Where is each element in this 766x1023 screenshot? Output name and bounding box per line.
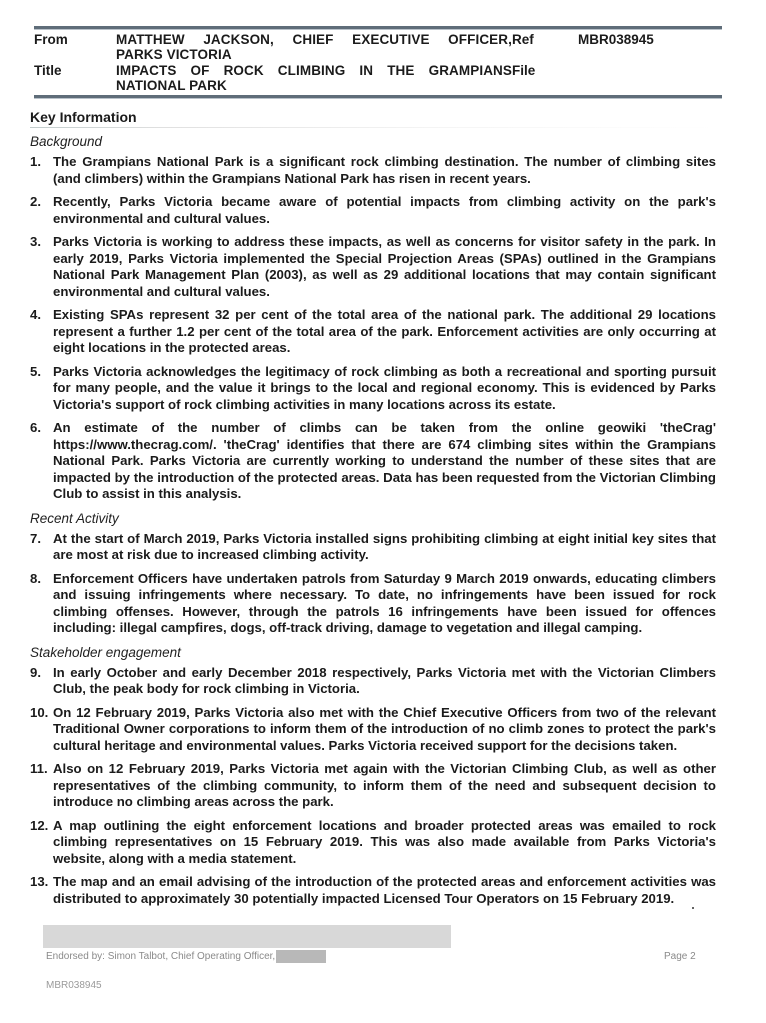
numbered-list [30, 531, 716, 637]
list-item [30, 420, 716, 503]
item-text: At the start of March 2019, Parks Victoria installed signs prohibiting climbing at eight initial key sites that are most at risk due to increased climbing activity. [53, 530, 716, 562]
list-item [30, 874, 716, 907]
from-value-line1: MATTHEW JACKSON, CHIEF EXECUTIVE OFFICER, [116, 32, 512, 47]
from-value [116, 32, 512, 62]
numbered-list [30, 154, 716, 503]
sections-container [30, 133, 716, 907]
ref-value: MBR038945 [578, 32, 654, 47]
from-value-line2: PARKS VICTORIA [116, 47, 232, 62]
title-value-line2: NATIONAL PARK [116, 78, 227, 93]
list-item [30, 531, 716, 564]
item-number: 13. [30, 874, 49, 889]
list-item [30, 761, 716, 811]
item-number: 5. [30, 363, 41, 379]
list-item [30, 818, 716, 868]
item-text: A map outlining the eight enforcement locations and broader protected areas was emailed to rock climbing representatives on 15 February 2019. This was also made available from Parks Victoria's website, along with a media statement. [53, 817, 716, 866]
numbered-list [30, 665, 716, 908]
item-number: 8. [30, 570, 41, 586]
section-heading: Stakeholder engagement [30, 644, 181, 660]
list-item [30, 194, 716, 227]
item-text: The Grampians National Park is a significant rock climbing destination. The number of climbing sites (and climbers) within the Grampians National Park has risen in recent years. [53, 154, 716, 186]
redaction-box [276, 950, 326, 963]
item-number: 12. [30, 817, 49, 833]
endorsement-text: Endorsed by: Simon Talbot, Chief Operating Officer, [46, 951, 276, 963]
title-value-line1: IMPACTS OF ROCK CLIMBING IN THE GRAMPIANS [116, 63, 512, 78]
list-item [30, 665, 716, 698]
list-item [30, 571, 716, 637]
footer-reference: MBR038945 [46, 980, 102, 991]
scan-artifact [692, 907, 694, 909]
list-item [30, 307, 716, 357]
file-label: File [512, 63, 536, 78]
title-label: Title [34, 63, 62, 78]
memo-header [34, 26, 722, 99]
header-title-row [34, 63, 722, 93]
file-value [578, 63, 722, 93]
item-number: 11. [30, 761, 48, 776]
key-information-heading: Key Information [30, 109, 137, 125]
item-text: Recently, Parks Victoria became aware of potential impacts from climbing activity on the park's environmental and cultural values. [53, 194, 716, 226]
item-text: On 12 February 2019, Parks Victoria also met with the Chief Executive Officers from two of the relevant Traditional Owner corporations to inform them of the introduction of no climb zones to protect the park's cultural heritage and environmental values. Parks Victoria received support for the decisions taken. [53, 704, 716, 753]
item-text: Also on 12 February 2019, Parks Victoria met again with the Victorian Climbing Club, as well as other representatives of the climbing community, to inform them of the need and subsequent decision to introduce no climbing areas across the park. [53, 761, 716, 809]
item-number: 10. [30, 704, 49, 720]
item-number: 4. [30, 307, 41, 322]
item-number: 6. [30, 420, 41, 435]
list-item [30, 234, 716, 300]
item-text: Enforcement Officers have undertaken patrols from Saturday 9 March 2019 onwards, educating climbers and issuing infringements where necessary. To date, no infringements have been issued for rock climbing offenses. However, through the patrols 16 infringements have been issued for offences including: illegal campfires, dogs, off-track driving, damage to vegetation and illegal camping. [53, 570, 716, 635]
list-item [30, 705, 716, 755]
list-item [30, 364, 716, 414]
header-from-row [34, 32, 722, 62]
section-heading: Background [30, 134, 103, 149]
item-text: Existing SPAs represent 32 per cent of the total area of the national park. The additional 29 locations represent a further 1.2 per cent of the total area of the park. Enforcement activities are only occurring at eight locations in the protected areas. [53, 307, 716, 355]
heading-rule [30, 127, 716, 128]
item-text: An estimate of the number of climbs can be taken from the online geowiki 'theCrag' https://www.thecrag.com/. 'theCrag' identifies that there are 674 climbing sites within the Grampians National Park. Parks Victoria are currently working to understand the number of these sites that are impacted by the introduction of the protected areas. Data has been requested from the Victorian Climbing Club to assist in this analysis. [53, 420, 716, 501]
ref-label: Ref [512, 32, 534, 47]
title-value [116, 63, 512, 93]
item-text: Parks Victoria acknowledges the legitimacy of rock climbing as both a recreational and sporting pursuit for many people, and the value it brings to the local and regional economy. This is evidenced by Parks Victoria's support of rock climbing activities in many locations across its estate. [53, 363, 716, 412]
item-number: 1. [30, 154, 41, 169]
item-number: 7. [30, 530, 41, 546]
redaction-bar [43, 925, 451, 948]
page-number: Page 2 [664, 951, 696, 962]
section-heading: Recent Activity [30, 510, 119, 526]
footer-endorsement [46, 950, 326, 963]
item-number: 3. [30, 234, 41, 249]
from-label: From [34, 32, 68, 47]
item-number: 9. [30, 664, 41, 680]
header-bottom-rule [34, 95, 722, 99]
item-text: The map and an email advising of the introduction of the protected areas and enforcement activities was distributed to approximately 30 potentially impacted Licensed Tour Operators on 15 February 2019. [53, 874, 716, 906]
memo-body [30, 108, 716, 914]
item-text: Parks Victoria is working to address these impacts, as well as concerns for visitor safety in the park. In early 2019, Parks Victoria implemented the Special Projection Areas (SPAs) outlined in the Grampians National Park Management Plan (2003), as well as 29 additional locations that may contain significant environmental and cultural values. [53, 234, 716, 299]
item-text: In early October and early December 2018 respectively, Parks Victoria met with the Victorian Climbers Club, the peak body for rock climbing in Victoria. [53, 664, 716, 696]
list-item [30, 154, 716, 187]
item-number: 2. [30, 194, 41, 209]
